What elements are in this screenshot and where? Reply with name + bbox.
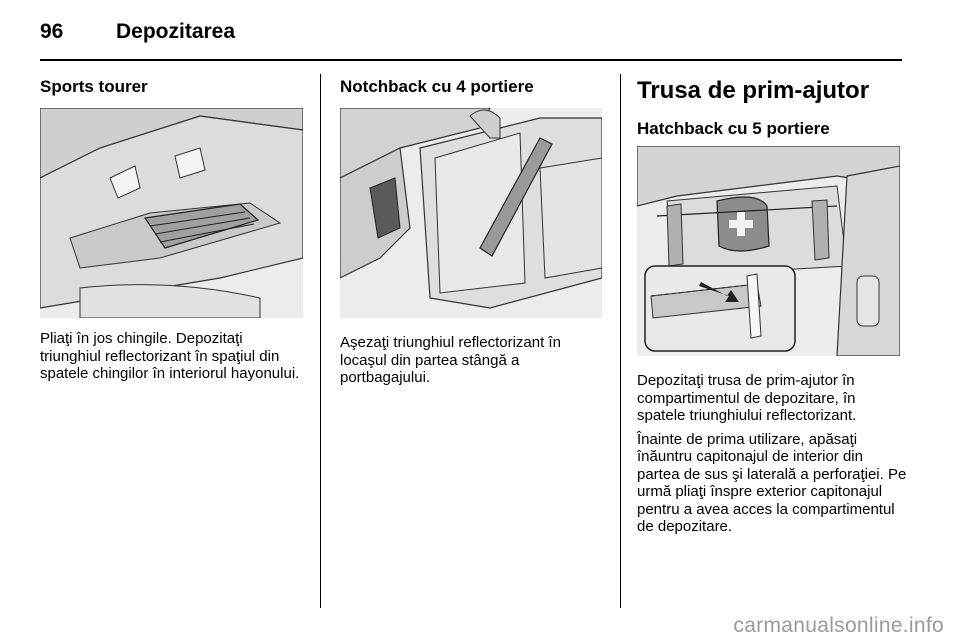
page-header xyxy=(40,16,235,48)
watermark: carmanualsonline.info xyxy=(733,614,944,637)
column-body xyxy=(637,372,907,542)
column-body-text: Pliaţi în jos chingile. Depozitaţi triunghiul reflectorizant în spaţiul din spatele chingilor în interiorul hayonului. xyxy=(40,330,300,382)
tailgate-interior-illustration xyxy=(40,108,303,318)
column-first-aid xyxy=(637,76,907,140)
column-divider xyxy=(320,74,321,608)
column-body-text: Aşezaţi triunghiul reflectorizant în locaşul din partea stângă a portbagajului. xyxy=(340,334,561,386)
first-aid-kit-compartment-illustration xyxy=(637,146,900,356)
paragraph: Depozitaţi trusa de prim-ajutor în compartimentul de depozitare, în spatele triunghiului reflectorizant. xyxy=(637,372,857,424)
column-sports-tourer xyxy=(40,76,305,98)
column-heading: Hatchback cu 5 portiere xyxy=(637,119,830,138)
page-title: Depozitarea xyxy=(116,20,236,43)
paragraph: Înainte de prima utilizare, apăsaţi înăuntru capitonajul de interior din partea de sus şi laterală a perforaţiei. Pe urmă pliaţi înspre exterior capitonajul pentru a avea acces la compartimentul de depozitare. xyxy=(637,430,907,535)
column-heading: Notchback cu 4 portiere xyxy=(340,77,534,96)
page-number: 96 xyxy=(40,20,64,43)
header-rule xyxy=(40,59,902,61)
section-title: Trusa de prim-ajutor xyxy=(637,77,870,104)
column-heading: Sports tourer xyxy=(40,77,148,96)
trunk-left-side-illustration xyxy=(340,108,602,318)
column-divider xyxy=(620,74,621,608)
column-notchback xyxy=(340,76,605,98)
